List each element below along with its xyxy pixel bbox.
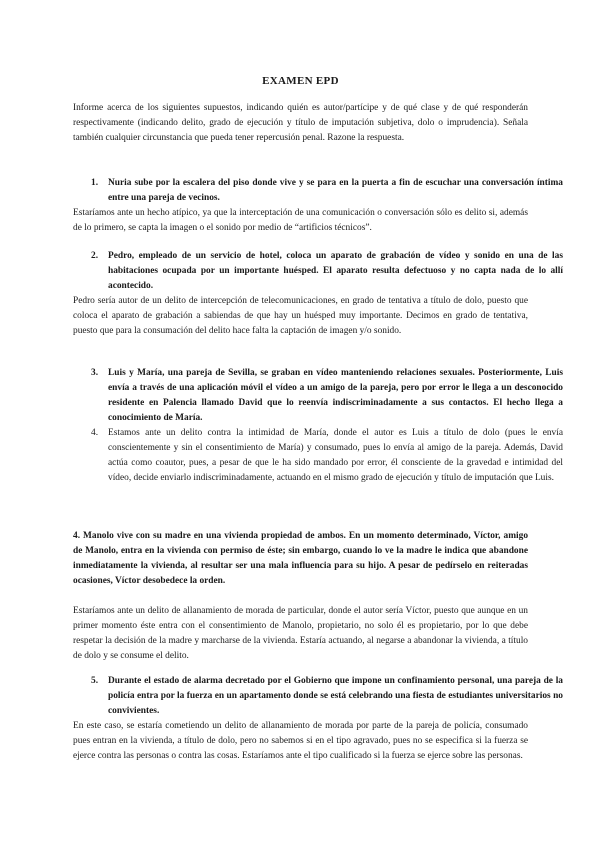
question-4-text: Manolo vive con su madre en una vivienda propiedad de ambos. En un momento determinado, Víctor, amigo de Manolo, entra en la vivienda con permiso de éste; sin embargo, cuando lo ve la madre le indica que abandone inmediatamente la vivienda, al resultar ser una mala influencia para su hijo. A pesar de pedírselo en reiteradas ocasiones, Víctor desobedece la orden. bbox=[73, 531, 529, 586]
question-3 bbox=[73, 366, 563, 426]
answer-3-text: Estamos ante un delito contra la intimidad de María, donde el autor es Luis a título de dolo (pues le envía conscientemente y sin el consentimiento de María) y consumado, pues lo envía al amigo de la pareja. Además, David actúa como coautor, pues, a pesar de que le ha sido mandado por error, él consciente de la gravedad e intimidad del vídeo, decide enviarlo indiscriminadamente, actuando en el mismo grado de ejecución y título de imputación que Luis. bbox=[108, 428, 563, 483]
answer-1: Estaríamos ante un hecho atípico, ya que la interceptación de una comunicación o conversación sólo es delito si, además de lo primero, se capta la imagen o el sonido por medio de “artificios técnicos”. bbox=[73, 208, 528, 233]
question-2-text: Pedro, empleado de un servicio de hotel, coloca un aparato de grabación de vídeo y sonido en una de las habitaciones ocupada por un importante huésped. El aparato resulta defectuoso y no capta nada de lo allí acontecido. bbox=[108, 251, 563, 291]
question-5-text: Durante el estado de alarma decretado por el Gobierno que impone un confinamiento personal, una pareja de la policía entra por la fuerza en un apartamento donde se está celebrando una fiesta de estudiantes universitarios no convivientes. bbox=[108, 676, 563, 716]
answer-4: Estaríamos ante un delito de allanamiento de morada de particular, donde el autor sería Víctor, puesto que aunque en un primer momento éste entra con el consentimiento de Manolo, propietario, no solo él es propietario, por lo que debe respetar la decisión de la madre y marcharse de la vivienda. Estaría actuando, al negarse a abandonar la vivienda, a título de dolo y se consume el delito. bbox=[73, 606, 528, 661]
answer-2: Pedro sería autor de un delito de intercepción de telecomunicaciones, en grado de tentativa a título de dolo, puesto que coloca el aparato de grabación a sabiendas de que hay un huésped muy importante. Decimos en grado de tentativa, puesto que para la consumación del delito hace falta la captación de imagen y/o sonido. bbox=[73, 296, 528, 336]
answer-3-number: 4. bbox=[91, 428, 99, 438]
question-2-number: 2. bbox=[91, 251, 99, 261]
question-5-number: 5. bbox=[91, 676, 99, 686]
page-title: EXAMEN EPD bbox=[262, 75, 339, 87]
intro-paragraph: Informe acerca de los siguientes supuestos, indicando quién es autor/partícipe y de qué clase y de qué responderán respectivamente (indicando delito, grado de ejecución y título de imputación subjetiva, dolo o imprudencia). Señala también cualquier circunstancia que pueda tener repercusión penal. Razone la respuesta. bbox=[73, 103, 528, 143]
question-4-number: 4. bbox=[73, 531, 81, 541]
question-4 bbox=[73, 529, 528, 589]
question-3-number: 3. bbox=[91, 368, 99, 378]
answer-3 bbox=[73, 426, 563, 486]
question-3-text: Luis y María, una pareja de Sevilla, se graban en vídeo manteniendo relaciones sexuales. Posteriormente, Luis envía a través de una aplicación móvil el vídeo a un amigo de la pareja, pero por error le llega a un desconocido residente en Palencia llamado David que lo reenvía indiscriminadamente a sus contactos. El hecho llega a conocimiento de María. bbox=[108, 368, 563, 423]
question-1 bbox=[73, 176, 563, 206]
question-1-number: 1. bbox=[91, 178, 99, 188]
question-2 bbox=[73, 249, 563, 294]
question-5 bbox=[73, 674, 563, 719]
answer-5: En este caso, se estaría cometiendo un delito de allanamiento de morada por parte de la pareja de policía, consumado pues entran en la vivienda, a título de dolo, pero no sabemos si en el tipo agravado, pues no se especifica si la fuerza se ejerce contra las personas o contra las cosas. Estaríamos ante el tipo cualificado si la fuerza se ejerce sobre las personas. bbox=[73, 721, 528, 761]
question-1-text: Nuria sube por la escalera del piso donde vive y se para en la puerta a fin de escuchar una conversación íntima entre una pareja de vecinos. bbox=[108, 178, 563, 203]
